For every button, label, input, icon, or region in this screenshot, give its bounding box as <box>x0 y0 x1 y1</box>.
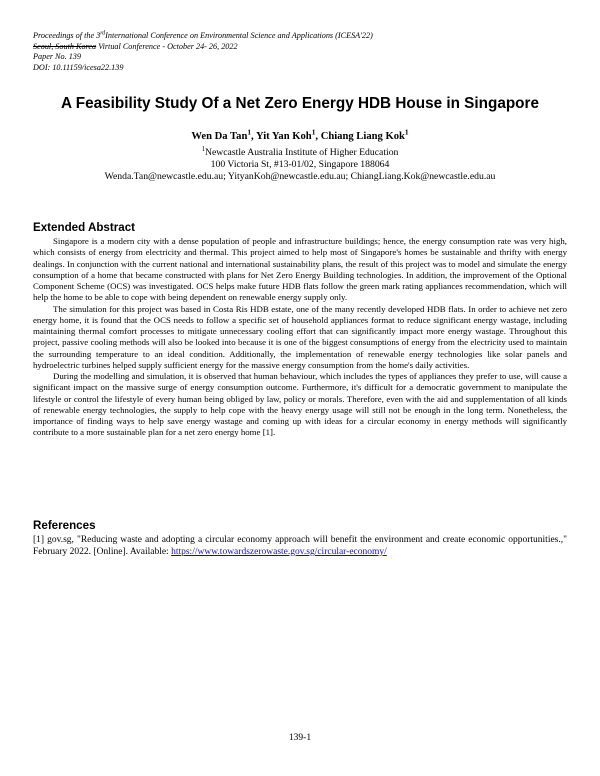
author-name: Wen Da Tan <box>191 131 248 142</box>
abstract-paragraph: The simulation for this project was based in Costa Ris HDB estate, one of the many recently developed HDB flats. In order to achieve net zero energy home, it is found that the OCS needs to follow a specific set of household appliances format to reduce significant energy wastage, including maintaining thermal comfort processes to mitigate unnecessary cooling effort that can significantly impact more energy wastage. Throughout this project, passive cooling methods will also be looked into because it is one of the biggest consumptions of energy from the electricity used to maintain the surrounding temperature to an ideal condition. Additionally, the implementation of renewable energy technologies like solar panels and hydroelectric turbines helped supply sufficient energy for the massive energy consumption from the home's daily activities. <box>33 303 567 370</box>
author-separator: , <box>251 131 256 142</box>
abstract-paragraph: Singapore is a modern city with a dense population of people and infrastructure buildings; hence, the energy consumption rate was very high, which consists of energy from electricity and thermal. This project aimed to help most of Singapore's homes be sustainable and thrifty with energy dealings. In conjunction with the current national and international sustainability plans, the result of this project was to model and simulate the energy consumption of a home that became constructed with plans for Net Zero Energy Building technologies. In addition, the improvement of the Optional Component Scheme (OCS) was investigated. OCS helps make future HDB flats follow the green mark rating appliances recommendation, which will help the home to be able to cope with being dependent on renewable energy supply only. <box>33 236 567 303</box>
struck-location: Seoul, South Korea <box>33 41 97 51</box>
proceedings-line <box>33 31 573 42</box>
reference-link[interactable]: https://www.towardszerowaste.gov.sg/circular-economy/ <box>171 546 387 557</box>
conference-location-line <box>33 42 573 53</box>
conference-dates: Virtual Conference - October 24- 26, 2022 <box>96 41 238 51</box>
institute-address: 100 Victoria St, #13-01/02, Singapore 188064 <box>210 159 390 170</box>
paper-title: A Feasibility Study Of a Net Zero Energy HDB House in Singapore <box>61 95 539 112</box>
author-separator: , <box>315 131 321 142</box>
reference-text: [1] gov.sg, "Reducing waste and adopting a circular economy approach will benefit the environment and create economic opportunities.," February 2022. [Online]. Available: <box>33 535 567 557</box>
references-heading: References <box>33 519 96 532</box>
author-affiliation-mark: 1 <box>311 127 316 137</box>
institute-line <box>0 147 600 159</box>
proceedings-header <box>33 31 573 73</box>
paper-number: Paper No. 139 <box>33 52 81 62</box>
author-emails: Wenda.Tan@newcastle.edu.au; YityanKoh@newcastle.edu.au; ChiangLiang.Kok@newcastle.edu.au <box>104 171 496 182</box>
proceedings-prefix: Proceedings of the 3 <box>33 31 101 40</box>
page-number: 139-1 <box>288 733 312 743</box>
author-list <box>0 127 600 142</box>
reference-item <box>33 535 567 559</box>
author-name: Chiang Liang Kok <box>320 131 405 142</box>
proceedings-ordinal: rd <box>100 30 106 37</box>
affiliation-mark: 1 <box>201 145 205 153</box>
author-affiliation-mark: 1 <box>247 127 252 137</box>
proceedings-suffix: International Conference on Environmental Science and Applications (ICESA'22) <box>105 31 373 40</box>
abstract-heading: Extended Abstract <box>33 221 136 234</box>
affiliation-block <box>0 147 600 183</box>
abstract-body <box>33 236 567 439</box>
author-name: Yit Yan Koh <box>255 131 312 142</box>
doi: DOI: 10.11159/icesa22.139 <box>33 62 124 72</box>
author-affiliation-mark: 1 <box>404 127 409 137</box>
institute-name: Newcastle Australia Institute of Higher Education <box>204 147 399 158</box>
abstract-paragraph: During the modelling and simulation, it is observed that human behaviour, which includes the types of appliances they prefer to use, will cause a significant impact on the massive surge of energy consumption outcome. Furthermore, it's difficult for a democratic government to manipulate the lifestyle or control the lifestyle of every human being obliged by law, policy or morals. Therefore, even with the aid and supplementation of all kinds of renewable energy technologies, the supply to help cope with the heavy energy usage will still not be enough in the long term. Nonetheless, the importance of finding ways to help save energy wastage and coming up with ideas for a circular economy in energy methods will significantly contribute to a more sustainable plan for a net zero energy home [1]. <box>33 371 567 438</box>
